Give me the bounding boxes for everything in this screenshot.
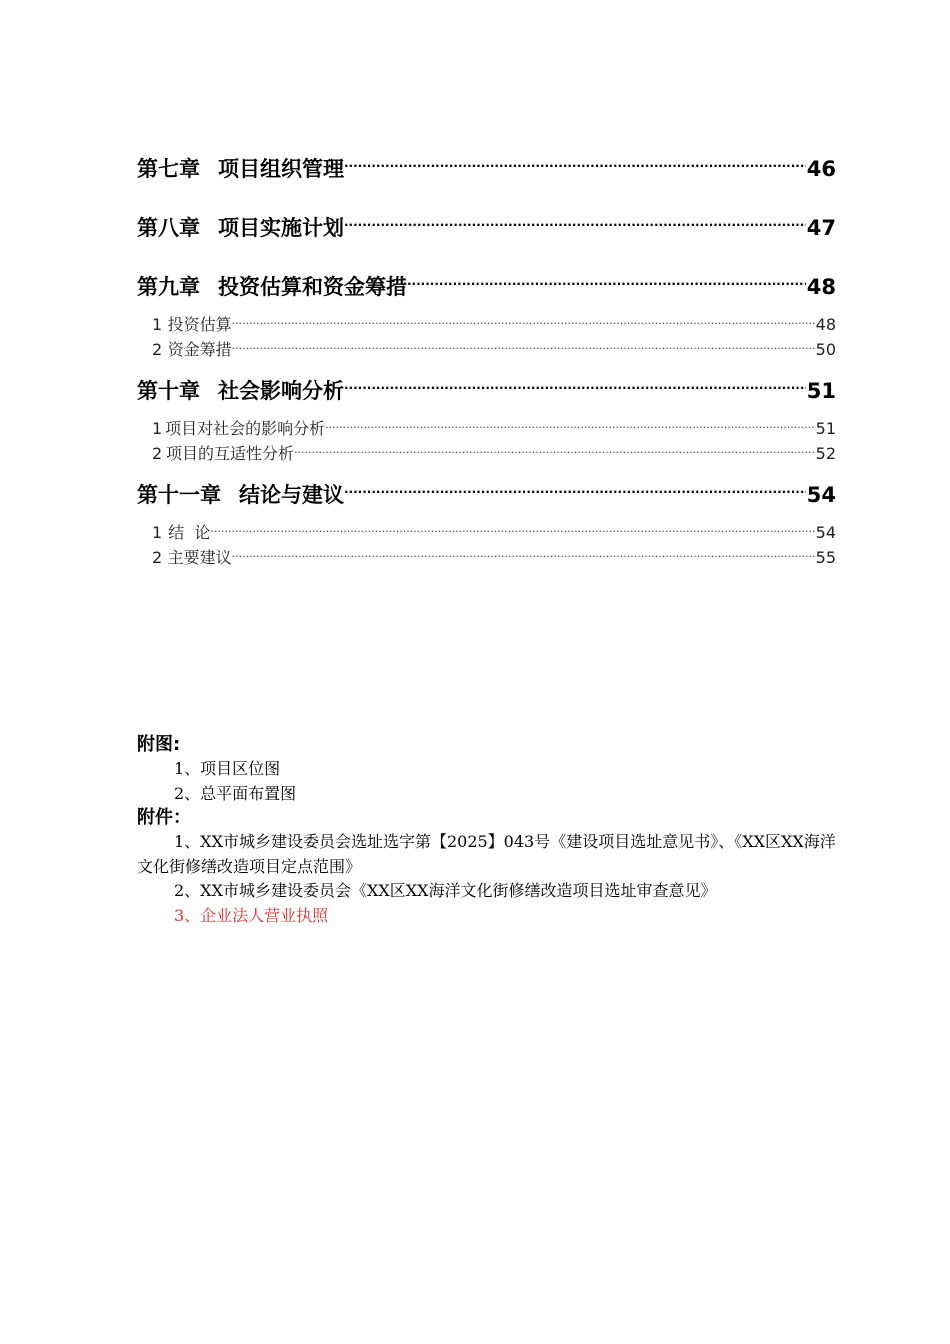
chapter-title: 结论与建议	[239, 483, 344, 507]
chapter-title: 投资估算和资金筹措	[218, 275, 407, 299]
section-page-number: 55	[815, 548, 836, 567]
toc-chapter-7[interactable]	[137, 150, 836, 182]
toc-chapter-8[interactable]	[137, 209, 836, 241]
dot-leader	[325, 415, 815, 435]
toc-chapter-10[interactable]	[137, 372, 836, 404]
section-number: 1	[152, 523, 163, 542]
chapter-page-number: 46	[806, 157, 836, 181]
chapter-page-number: 48	[806, 275, 836, 299]
section-title: 资金筹措	[167, 340, 232, 359]
toc-section-11-2[interactable]	[137, 543, 836, 568]
dot-leader	[344, 209, 806, 235]
attachment-item: 1、XX市城乡建设委员会选址选字第【2025】043号《建设项目选址意见书》、《XX区XX海洋文化街修缮改造项目定点范围》	[137, 832, 836, 876]
section-number: 2	[152, 444, 163, 463]
chapter-page-number: 54	[806, 483, 836, 507]
chapter-number: 第八章	[137, 216, 200, 240]
section-title: 投资估算	[167, 315, 232, 334]
dot-leader	[210, 519, 815, 539]
attachment-item: 2、XX市城乡建设委员会《XX区XX海洋文化街修缮改造项目选址审查意见》	[174, 881, 717, 900]
section-number: 1	[152, 315, 163, 334]
section-page-number: 54	[815, 523, 836, 542]
toc-section-9-1[interactable]	[137, 310, 836, 335]
figure-item: 2、总平面布置图	[174, 783, 297, 803]
attachment-item-highlighted: 3、企业法人营业执照	[174, 905, 329, 925]
section-page-number: 51	[815, 419, 836, 438]
figure-item: 1、项目区位图	[174, 759, 281, 778]
toc-section-11-1[interactable]	[137, 518, 836, 543]
section-number: 1	[152, 419, 163, 438]
attachments-heading: 附件：	[137, 807, 191, 828]
dot-leader	[232, 311, 816, 331]
toc-section-10-1[interactable]	[137, 414, 836, 439]
chapter-number: 第七章	[137, 157, 200, 181]
section-page-number: 50	[815, 340, 836, 359]
section-number: 2	[152, 548, 163, 567]
dot-leader	[232, 336, 816, 356]
dot-leader	[344, 150, 806, 176]
chapter-title: 项目组织管理	[218, 157, 344, 181]
section-title: 项目对社会的影响分析	[165, 419, 326, 438]
table-of-contents	[137, 150, 836, 568]
toc-section-9-2[interactable]	[137, 335, 836, 360]
dot-leader	[407, 268, 806, 294]
dot-leader	[344, 372, 806, 398]
section-title: 项目的互适性分析	[165, 444, 294, 463]
chapter-title: 社会影响分析	[218, 379, 344, 403]
section-page-number: 52	[815, 444, 836, 463]
chapter-title: 项目实施计划	[218, 216, 344, 240]
section-title: 结 论	[168, 523, 211, 542]
chapter-page-number: 51	[806, 379, 836, 403]
section-title: 主要建议	[167, 548, 232, 567]
appendix-section	[137, 733, 837, 928]
dot-leader	[344, 476, 806, 502]
section-number: 2	[152, 340, 163, 359]
toc-section-10-2[interactable]	[137, 439, 836, 464]
chapter-number: 第十章	[137, 379, 200, 403]
dot-leader	[232, 544, 816, 564]
chapter-number: 第九章	[137, 275, 200, 299]
toc-chapter-11[interactable]	[137, 476, 836, 508]
chapter-page-number: 47	[806, 216, 836, 240]
toc-chapter-9[interactable]	[137, 268, 836, 300]
figures-heading: 附图:	[137, 734, 181, 755]
dot-leader	[294, 440, 816, 460]
section-page-number: 48	[815, 315, 836, 334]
chapter-number: 第十一章	[137, 483, 221, 507]
